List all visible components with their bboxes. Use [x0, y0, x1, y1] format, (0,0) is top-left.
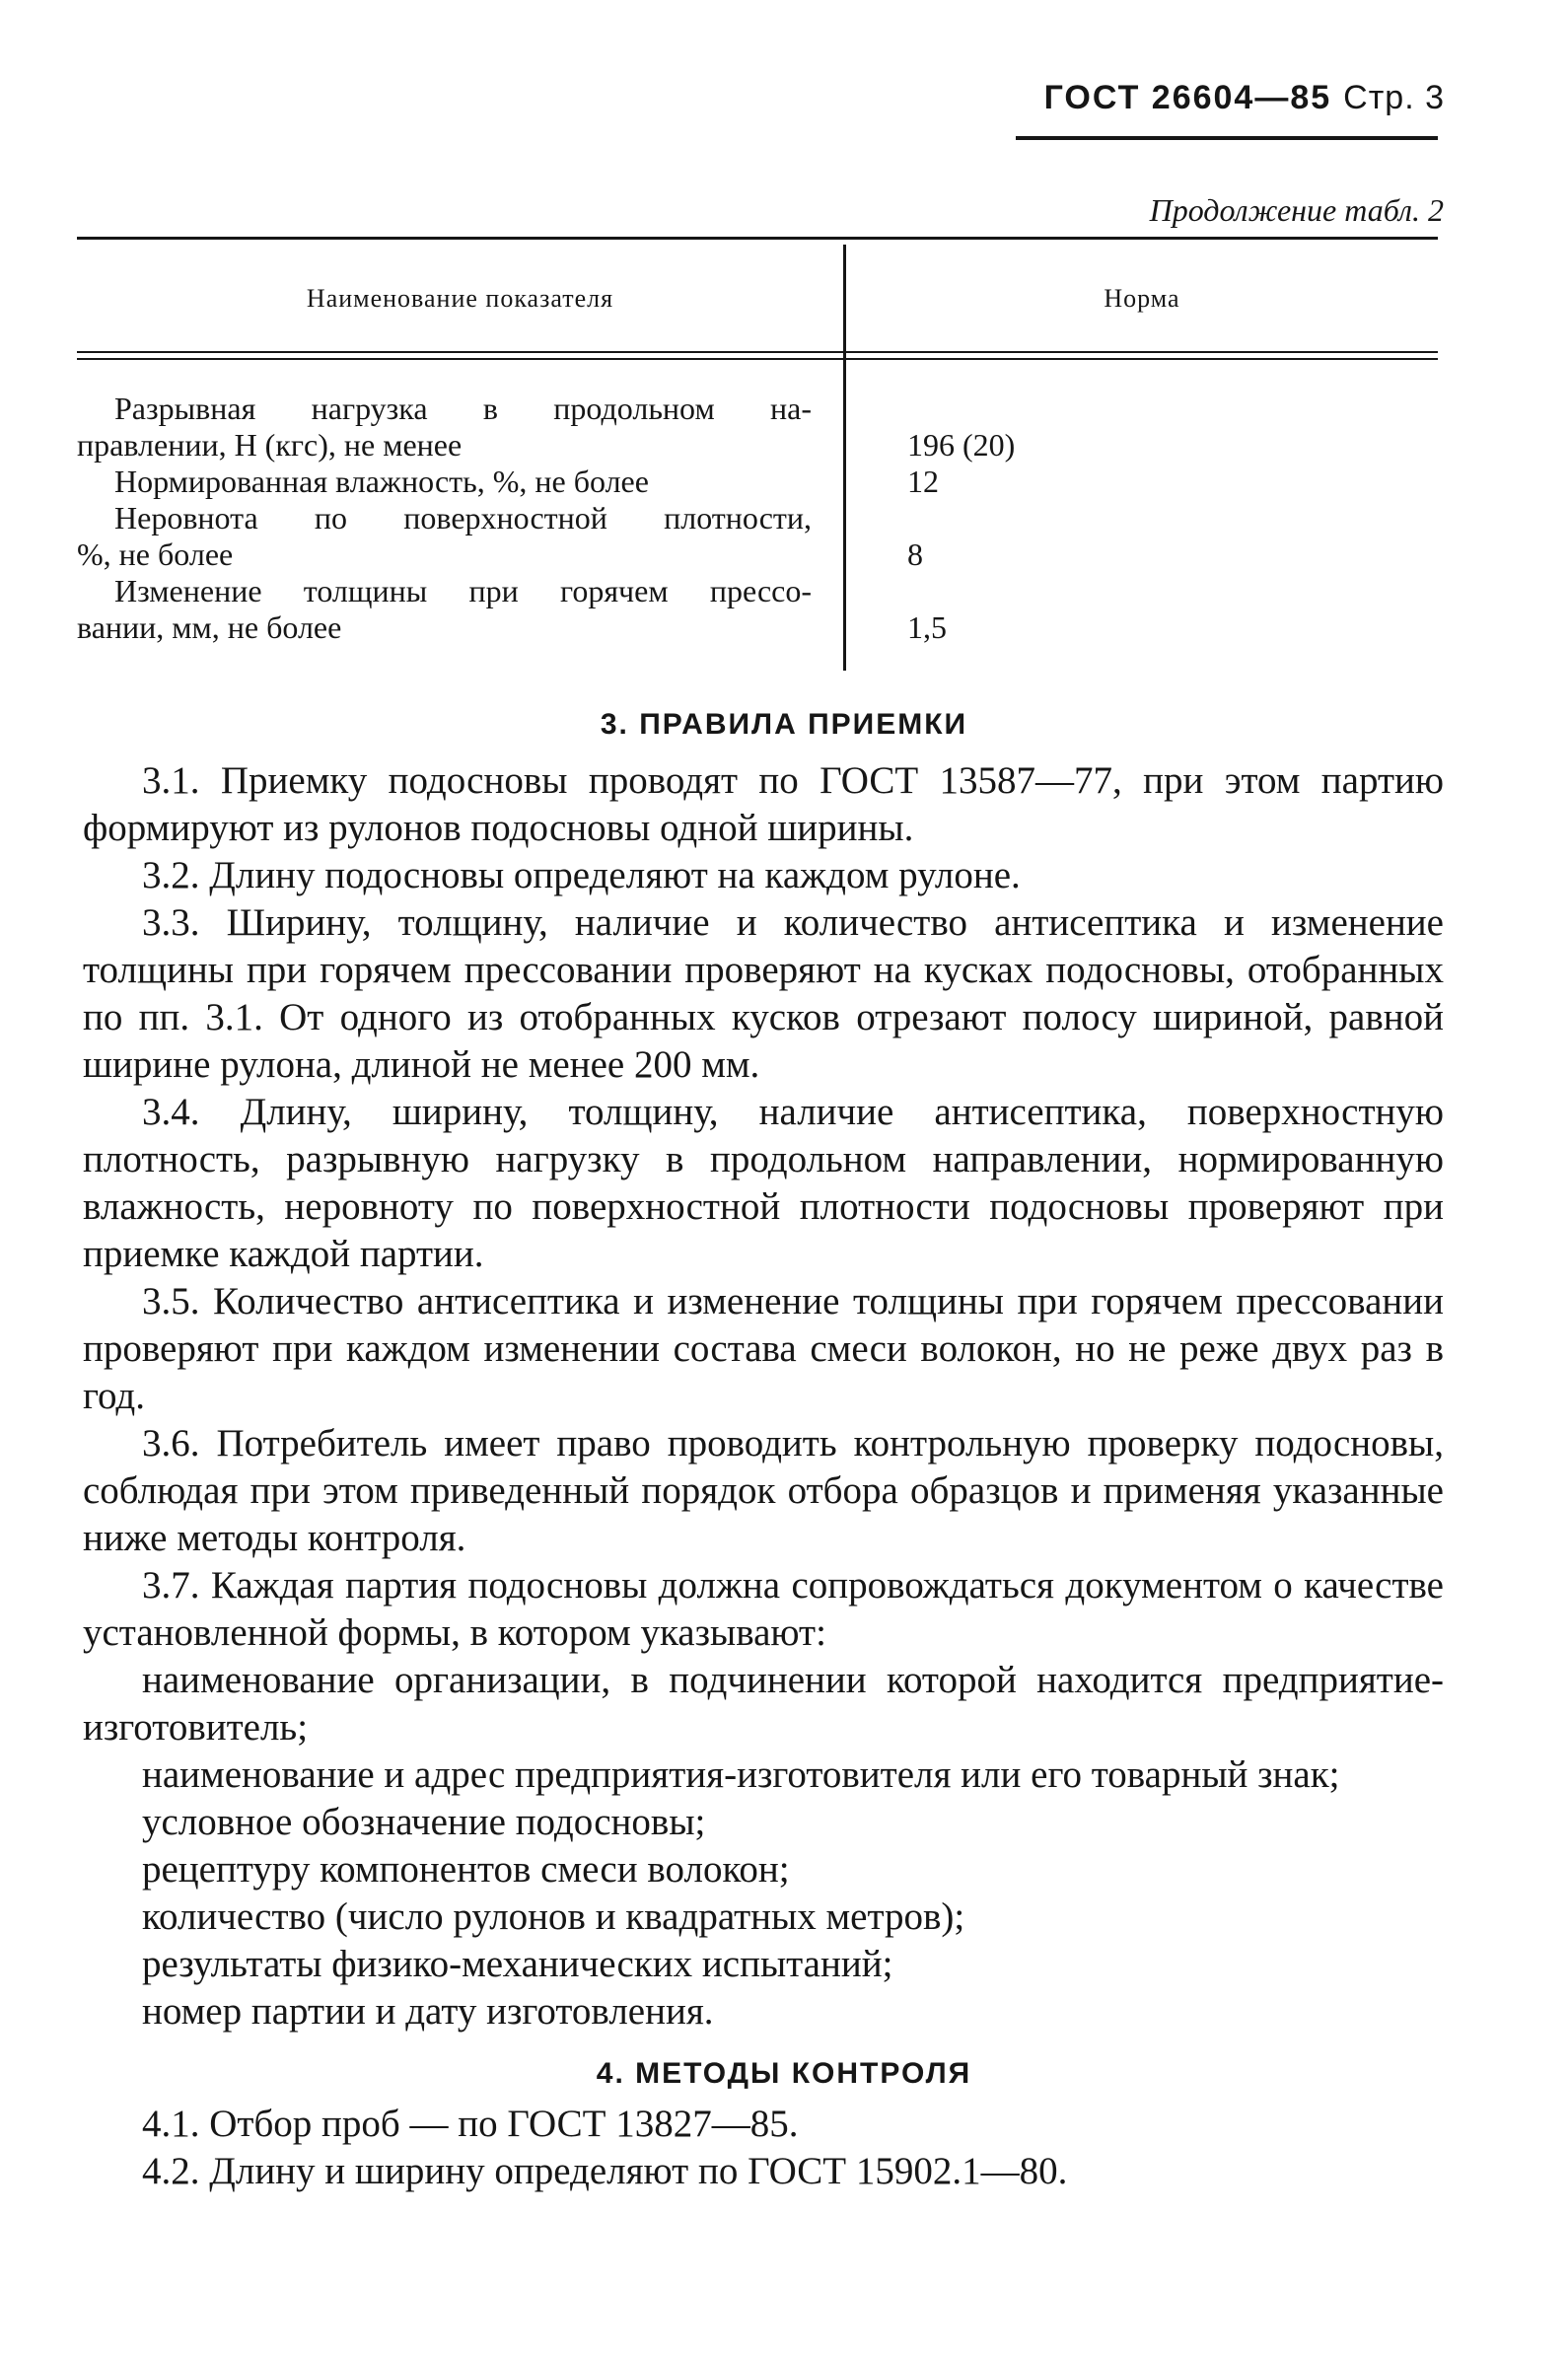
- paragraph: 4.1. Отбор проб — по ГОСТ 13827—85.: [142, 2103, 799, 2145]
- row-value: 12: [907, 464, 939, 499]
- standard-number: ГОСТ 26604—85: [1043, 79, 1332, 116]
- section-3-body: [83, 757, 1444, 2036]
- list-item: наименование организации, в подчинении которой находится предприятие-изготовитель;: [83, 1659, 1444, 1749]
- paragraph: 3.1. Приемку подосновы проводят по ГОСТ 13587—77, при этом партию формируют из рулонов подосновы одной ширины.: [83, 759, 1444, 849]
- row-value: 1,5: [907, 609, 947, 645]
- table-top-rule: [77, 237, 1438, 240]
- table-header-rule: [77, 358, 1438, 360]
- row-name-line: %, не более: [77, 536, 234, 572]
- paragraph: 3.3. Ширину, толщину, наличие и количество антисептика и изменение толщины при горячем прессовании проверяют на кусках подосновы, отобранных по пп. 3.1. От одного из отобранных кусков отрезают полосу шириной, равной ширине рулона, длиной не менее 200 мм.: [83, 901, 1444, 1086]
- header-rule: [1016, 136, 1438, 140]
- table-continuation-label: Продолжение табл. 2: [1149, 192, 1444, 228]
- list-item: количество (число рулонов и квадратных метров);: [142, 1895, 965, 1938]
- paragraph: 3.5. Количество антисептика и изменение толщины при горячем прессовании проверяют при каждом изменении состава смеси волокон, но не реже двух раз в год.: [83, 1280, 1444, 1417]
- row-name-line: Разрывная нагрузка в продольном на-: [114, 391, 812, 426]
- list-item: наименование и адрес предприятия-изготовителя или его товарный знак;: [142, 1753, 1340, 1796]
- row-name-line: вании, мм, не более: [77, 609, 342, 645]
- section-4-body: [83, 2101, 1444, 2195]
- list-item: условное обозначение подосновы;: [142, 1801, 706, 1843]
- row-name-line: Неровнота по поверхностной плотности,: [114, 500, 812, 536]
- paragraph: 3.7. Каждая партия подосновы должна сопровождаться документом о качестве установленной формы, в котором указывают:: [83, 1564, 1444, 1654]
- table-header-rule: [77, 351, 1438, 353]
- row-name-line: правлении, Н (кгс), не менее: [77, 427, 463, 463]
- page-number: Стр. 3: [1343, 79, 1445, 116]
- row-name-line: Изменение толщины при горячем прессо-: [114, 573, 812, 608]
- list-item: рецептуру компонентов смеси волокон;: [142, 1848, 790, 1891]
- paragraph: 4.2. Длину и ширину определяют по ГОСТ 15902.1—80.: [142, 2150, 1068, 2192]
- paragraph: 3.6. Потребитель имеет право проводить контрольную проверку подосновы, соблюдая при этом приведенный порядок отбора образцов и применяя указанные ниже методы контроля.: [83, 1422, 1444, 1559]
- list-item: номер партии и дату изготовления.: [142, 1990, 714, 2033]
- section-title: 3. ПРАВИЛА ПРИЕМКИ: [600, 708, 968, 741]
- page-header: [1044, 79, 1445, 117]
- row-value: 196 (20): [907, 427, 1016, 463]
- row-value: 8: [907, 536, 923, 572]
- section-title: 4. МЕТОДЫ КОНТРОЛЯ: [596, 2057, 972, 2090]
- table-header-norm: Норма: [1104, 284, 1180, 313]
- paragraph: 3.4. Длину, ширину, толщину, наличие антисептика, поверхностную плотность, разрывную нагрузку в продольном направлении, нормированную влажность, неровноту по поверхностной плотности подосновы проверяют при приемке каждой партии.: [83, 1091, 1444, 1275]
- row-name-line: Нормированная влажность, %, не более: [114, 464, 649, 499]
- table-header-name: Наименование показателя: [306, 284, 614, 313]
- list-item: результаты физико-механических испытаний;: [142, 1943, 893, 1985]
- paragraph: 3.2. Длину подосновы определяют на каждом рулоне.: [142, 854, 1021, 896]
